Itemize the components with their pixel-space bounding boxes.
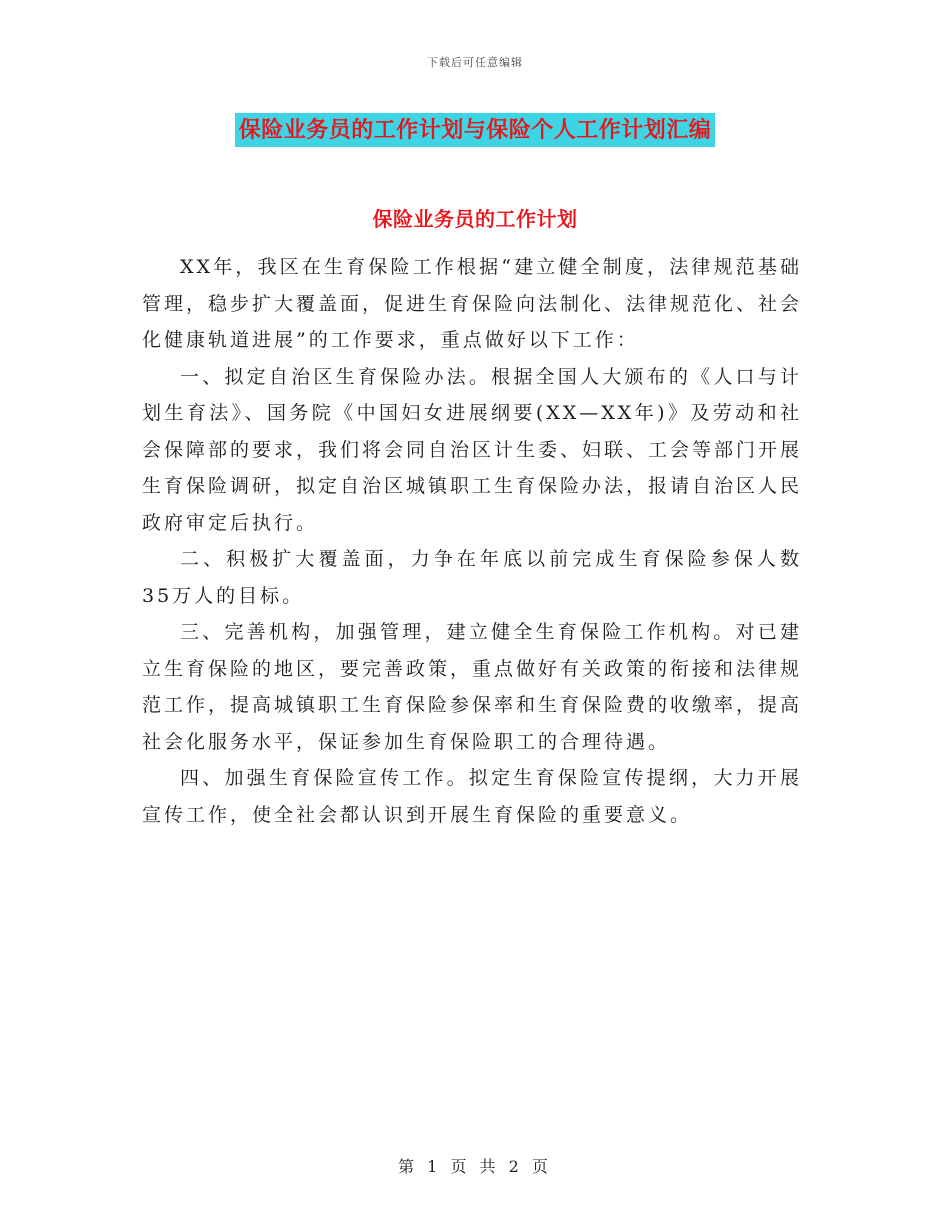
section-title: 保险业务员的工作计划 <box>372 207 578 231</box>
paragraph-item-3: 三、完善机构，加强管理，建立健全生育保险工作机构。对已建立生育保险的地区，要完善政策，重点做好有关政策的衔接和法律规范工作，提高城镇职工生育保险参保率和生育保险费的收缴率，提高社会化服务水平，保证参加生育保险职工的合理待遇。 <box>142 621 803 753</box>
body-text <box>142 249 802 833</box>
paragraph-item-4: 四、加强生育保险宣传工作。拟定生育保险宣传提纲，大力开展宣传工作，使全社会都认识到开展生育保险的重要意义。 <box>142 767 802 826</box>
header-note: 下载后可任意编辑 <box>427 56 523 69</box>
paragraph-item-1: 一、拟定自治区生育保险办法。根据全国人大颁布的《人口与计划生育法》、国务院《中国妇女进展纲要(XX—XX年)》及劳动和社会保障部的要求，我们将会同自治区计生委、妇联、工会等部门开展生育保险调研，拟定自治区城镇职工生育保险办法，报请自治区人民政府审定后执行。 <box>142 365 803 534</box>
document-title-container <box>0 113 950 147</box>
page-footer: 第 1 页 共 2 页 <box>398 1157 552 1176</box>
paragraph-intro: XX年，我区在生育保险工作根据“建立健全制度，法律规范基础管理，稳步扩大覆盖面，促进生育保险向法制化、法律规范化、社会化健康轨道进展”的工作要求，重点做好以下工作： <box>142 256 803 351</box>
paragraph-item-2: 二、积极扩大覆盖面，力争在年底以前完成生育保险参保人数35万人的目标。 <box>142 548 802 607</box>
document-title: 保险业务员的工作计划与保险个人工作计划汇编 <box>235 113 716 147</box>
